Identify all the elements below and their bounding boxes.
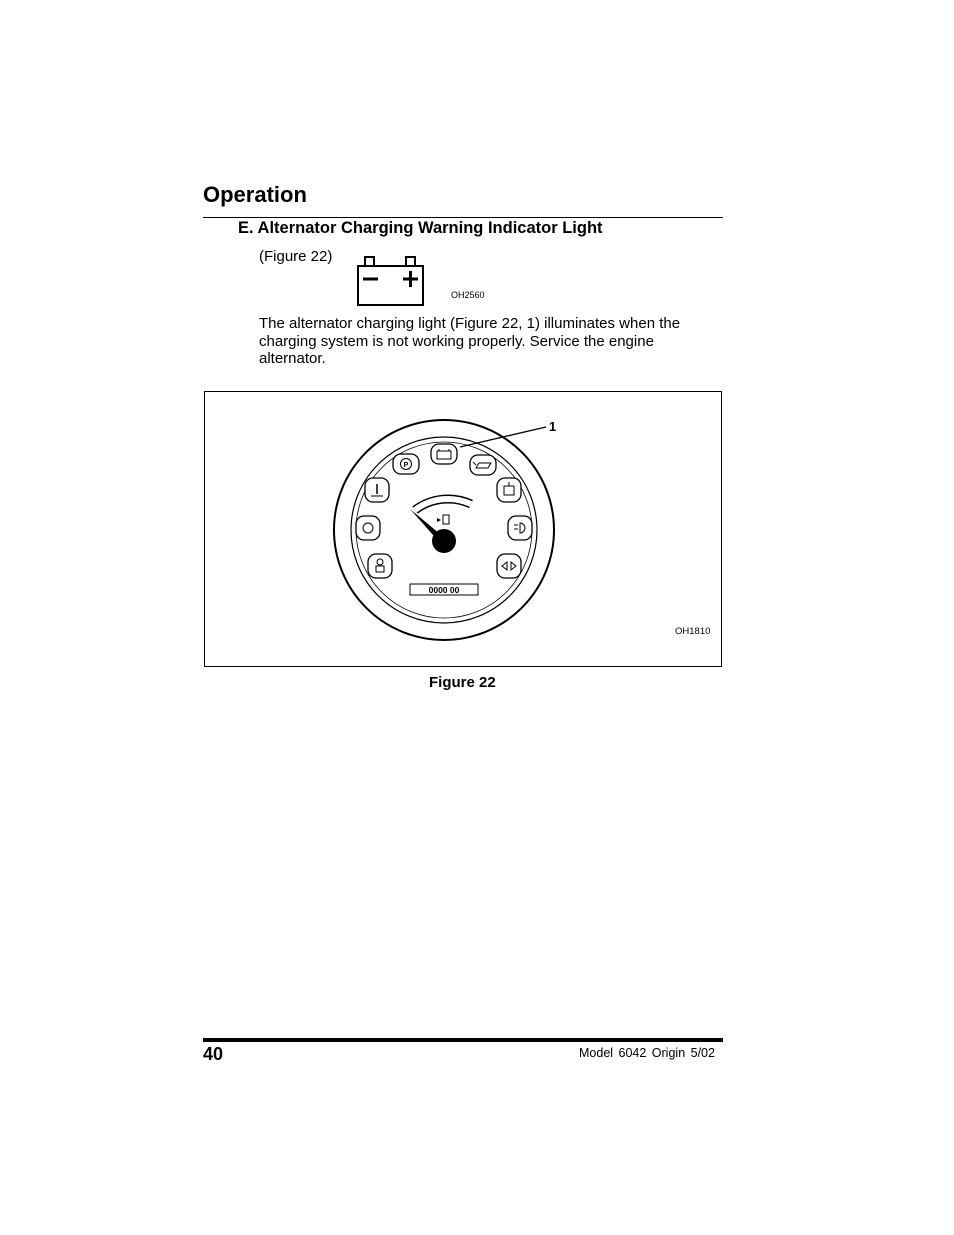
svg-text:P: P	[403, 462, 409, 469]
subsection-heading: E. Alternator Charging Warning Indicator Light	[238, 219, 603, 237]
figure-frame	[204, 391, 722, 667]
figure-code-label: OH1810	[675, 626, 711, 637]
body-paragraph: The alternator charging light (Figure 22, 1) illuminates when the charging system is not working properly. Service the engine alternator.	[259, 315, 681, 367]
odometer-reading: 0000 00	[428, 585, 460, 595]
callout-leader-line	[460, 427, 546, 447]
headlight-icon	[508, 516, 532, 540]
hydraulic-filter-icon	[497, 478, 521, 502]
page-number: 40	[203, 1044, 224, 1064]
figure-reference: (Figure 22)	[259, 248, 333, 265]
coolant-temperature-icon	[365, 478, 389, 502]
fuel-pump-icon	[437, 515, 449, 524]
battery-icon	[355, 254, 427, 308]
needle-hub	[432, 529, 456, 553]
warning-light-icon	[356, 516, 380, 540]
figure-caption: Figure 22	[429, 674, 496, 691]
gauge-diagram	[205, 392, 721, 666]
turn-signal-icon	[497, 554, 521, 578]
seat-belt-icon	[368, 554, 392, 578]
footer-model-info: Model 6042 Origin 5/02	[579, 1046, 715, 1060]
battery-indicator-icon	[431, 444, 457, 464]
icon-code-label: OH2560	[451, 290, 485, 300]
oil-pressure-icon	[470, 455, 496, 475]
footer-divider	[203, 1038, 723, 1042]
title-divider	[203, 217, 723, 218]
callout-number: 1	[549, 419, 557, 434]
parking-brake-icon	[393, 454, 419, 474]
section-title: Operation	[203, 182, 307, 207]
